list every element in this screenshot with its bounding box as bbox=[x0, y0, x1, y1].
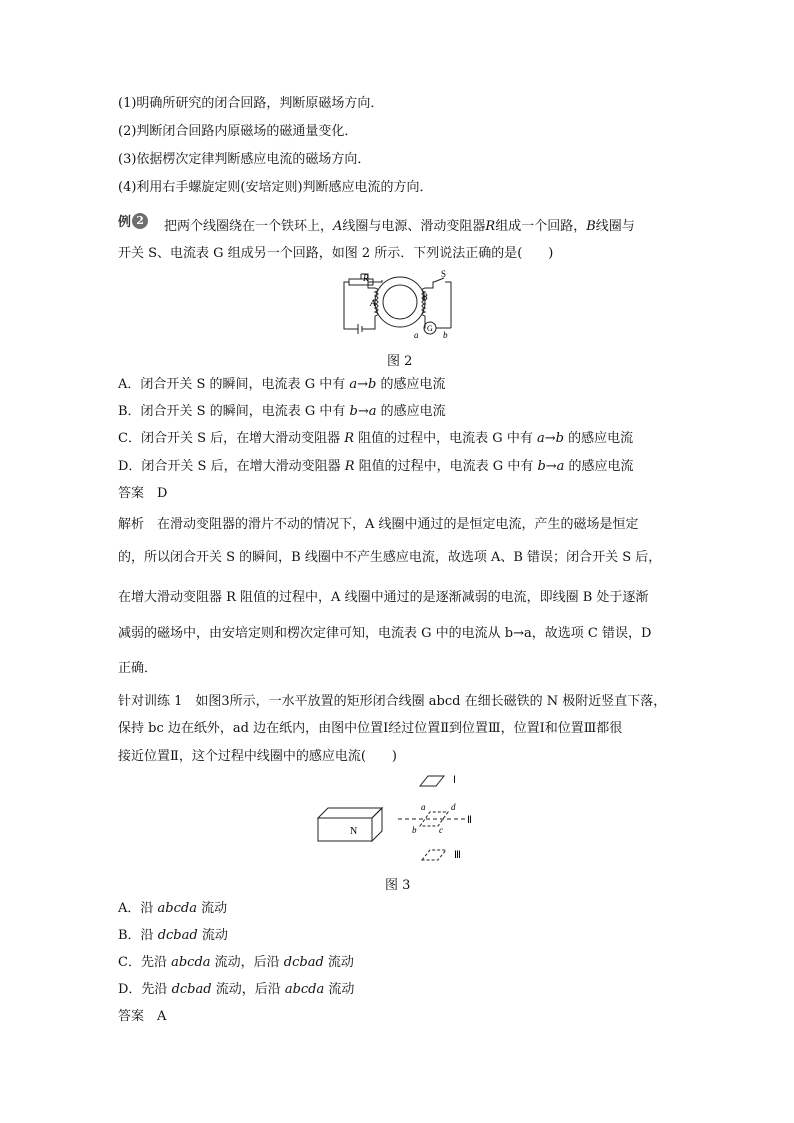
training-question-line-2: 保持 bc 边在纸外，ad 边在纸内，由图中位置Ⅰ经过位置Ⅱ到位置Ⅲ，位置Ⅰ和位置Ⅲ都很 bbox=[118, 721, 623, 736]
training-option-a: A．沿 abcda 流动 bbox=[118, 901, 228, 916]
magnet-top bbox=[318, 808, 382, 818]
analysis-line-4: 减弱的磁场中，由安培定则和楞次定律可知，电流表 G 中的电流从 b→a，故选项 C 错误，D bbox=[118, 626, 652, 641]
q1-var-a: A bbox=[333, 219, 343, 234]
example-badge bbox=[118, 211, 148, 230]
q1-text-2: 线圈与电源、滑动变阻器 bbox=[342, 219, 486, 234]
analysis-line-5: 正确． bbox=[118, 661, 158, 676]
example-option-a: A．闭合开关 S 的瞬间，电流表 G 中有 a→b 的感应电流 bbox=[118, 377, 446, 392]
example-answer: 答案 D bbox=[118, 486, 168, 501]
fig2-label-r: R bbox=[363, 273, 369, 283]
step-1: (1)明确所研究的闭合回路，判断原磁场方向． bbox=[118, 96, 384, 111]
fig3-label-c: c bbox=[439, 825, 443, 835]
example-question-line-2: 开关 S、电流表 G 组成另一个回路，如图 2 所示．下列说法正确的是( ) bbox=[118, 246, 554, 261]
fig2-label-b: B bbox=[422, 292, 428, 302]
example-badge-label: 例 bbox=[118, 215, 132, 230]
figure-2-caption: 图 2 bbox=[387, 354, 413, 369]
fig3-label-pos1: Ⅰ bbox=[453, 775, 456, 786]
q1-var-r: R bbox=[485, 219, 496, 234]
loop-position-3 bbox=[422, 850, 446, 860]
analysis-line-2: 的，所以闭合开关 S 的瞬间，B 线圈中不产生感应电流，故选项 A、B 错误；闭合开关 S 后， bbox=[118, 550, 662, 565]
fig3-label-pos3: Ⅲ bbox=[454, 850, 461, 861]
training-option-d: D．先沿 dcbad 流动，后沿 abcda 流动 bbox=[118, 982, 355, 997]
magnet-side bbox=[372, 808, 382, 841]
fig2-label-g: G bbox=[427, 324, 433, 333]
q1-text-1: 把两个线圈绕在一个铁环上， bbox=[164, 219, 334, 234]
training-question-line-3: 接近位置Ⅱ，这个过程中线圈中的感应电流( ) bbox=[118, 749, 397, 764]
fig2-label-s: S bbox=[441, 270, 447, 279]
example-option-c: C．闭合开关 S 后，在增大滑动变阻器 R 阻值的过程中，电流表 G 中有 a→b 的感应电流 bbox=[118, 431, 634, 446]
example-option-b: B．闭合开关 S 的瞬间，电流表 G 中有 b→a 的感应电流 bbox=[118, 404, 446, 419]
training-option-c: C．先沿 abcda 流动，后沿 dcbad 流动 bbox=[118, 955, 354, 970]
fig2-label-small-a: a bbox=[414, 330, 419, 340]
analysis-line-3: 在增大滑动变阻器 R 阻值的过程中，A 线圈中通过的是逐渐减弱的电流，即线圈 B 处于逐渐 bbox=[118, 590, 649, 605]
figure-3-magnet-loop bbox=[316, 770, 486, 866]
figure-2-circuit bbox=[338, 270, 462, 342]
example-badge-number: 2 bbox=[132, 213, 148, 229]
example-option-d: D．闭合开关 S 后，在增大滑动变阻器 R 阻值的过程中，电流表 G 中有 b→a 的感应电流 bbox=[118, 459, 634, 474]
fig2-label-small-b: b bbox=[443, 330, 448, 340]
fig3-label-d: d bbox=[451, 802, 456, 812]
analysis-line-1: 解析 在滑动变阻器的滑片不动的情况下，A 线圈中通过的是恒定电流，产生的磁场是恒定 bbox=[118, 517, 639, 532]
q1-text-3: 组成一个回路， bbox=[495, 219, 587, 234]
step-2: (2)判断闭合回路内原磁场的磁通量变化． bbox=[118, 124, 358, 139]
q1-text-4: 线圈与 bbox=[595, 219, 635, 234]
fig3-label-b: b bbox=[412, 825, 417, 835]
figure-3-caption: 图 3 bbox=[385, 878, 411, 893]
fig3-label-a: a bbox=[421, 802, 426, 812]
fig3-label-n: N bbox=[350, 826, 358, 837]
training-answer: 答案 A bbox=[118, 1009, 167, 1024]
fig2-label-a: A bbox=[370, 298, 376, 308]
q1-var-b: B bbox=[586, 219, 596, 234]
training-question-line-1: 针对训练 1 如图3所示，一水平放置的矩形闭合线圈 abcd 在细长磁铁的 N 极附近竖直下落， bbox=[118, 694, 667, 709]
example-question-line-1 bbox=[164, 219, 635, 235]
magnet-front bbox=[318, 818, 372, 841]
loop-position-1 bbox=[420, 776, 444, 786]
fig3-label-pos2: Ⅱ bbox=[467, 815, 472, 826]
step-3: (3)依据楞次定律判断感应电流的磁场方向． bbox=[118, 152, 371, 167]
training-option-b: B．沿 dcbad 流动 bbox=[118, 928, 228, 943]
step-4: (4)利用右手螺旋定则(安培定则)判断感应电流的方向． bbox=[118, 180, 433, 195]
